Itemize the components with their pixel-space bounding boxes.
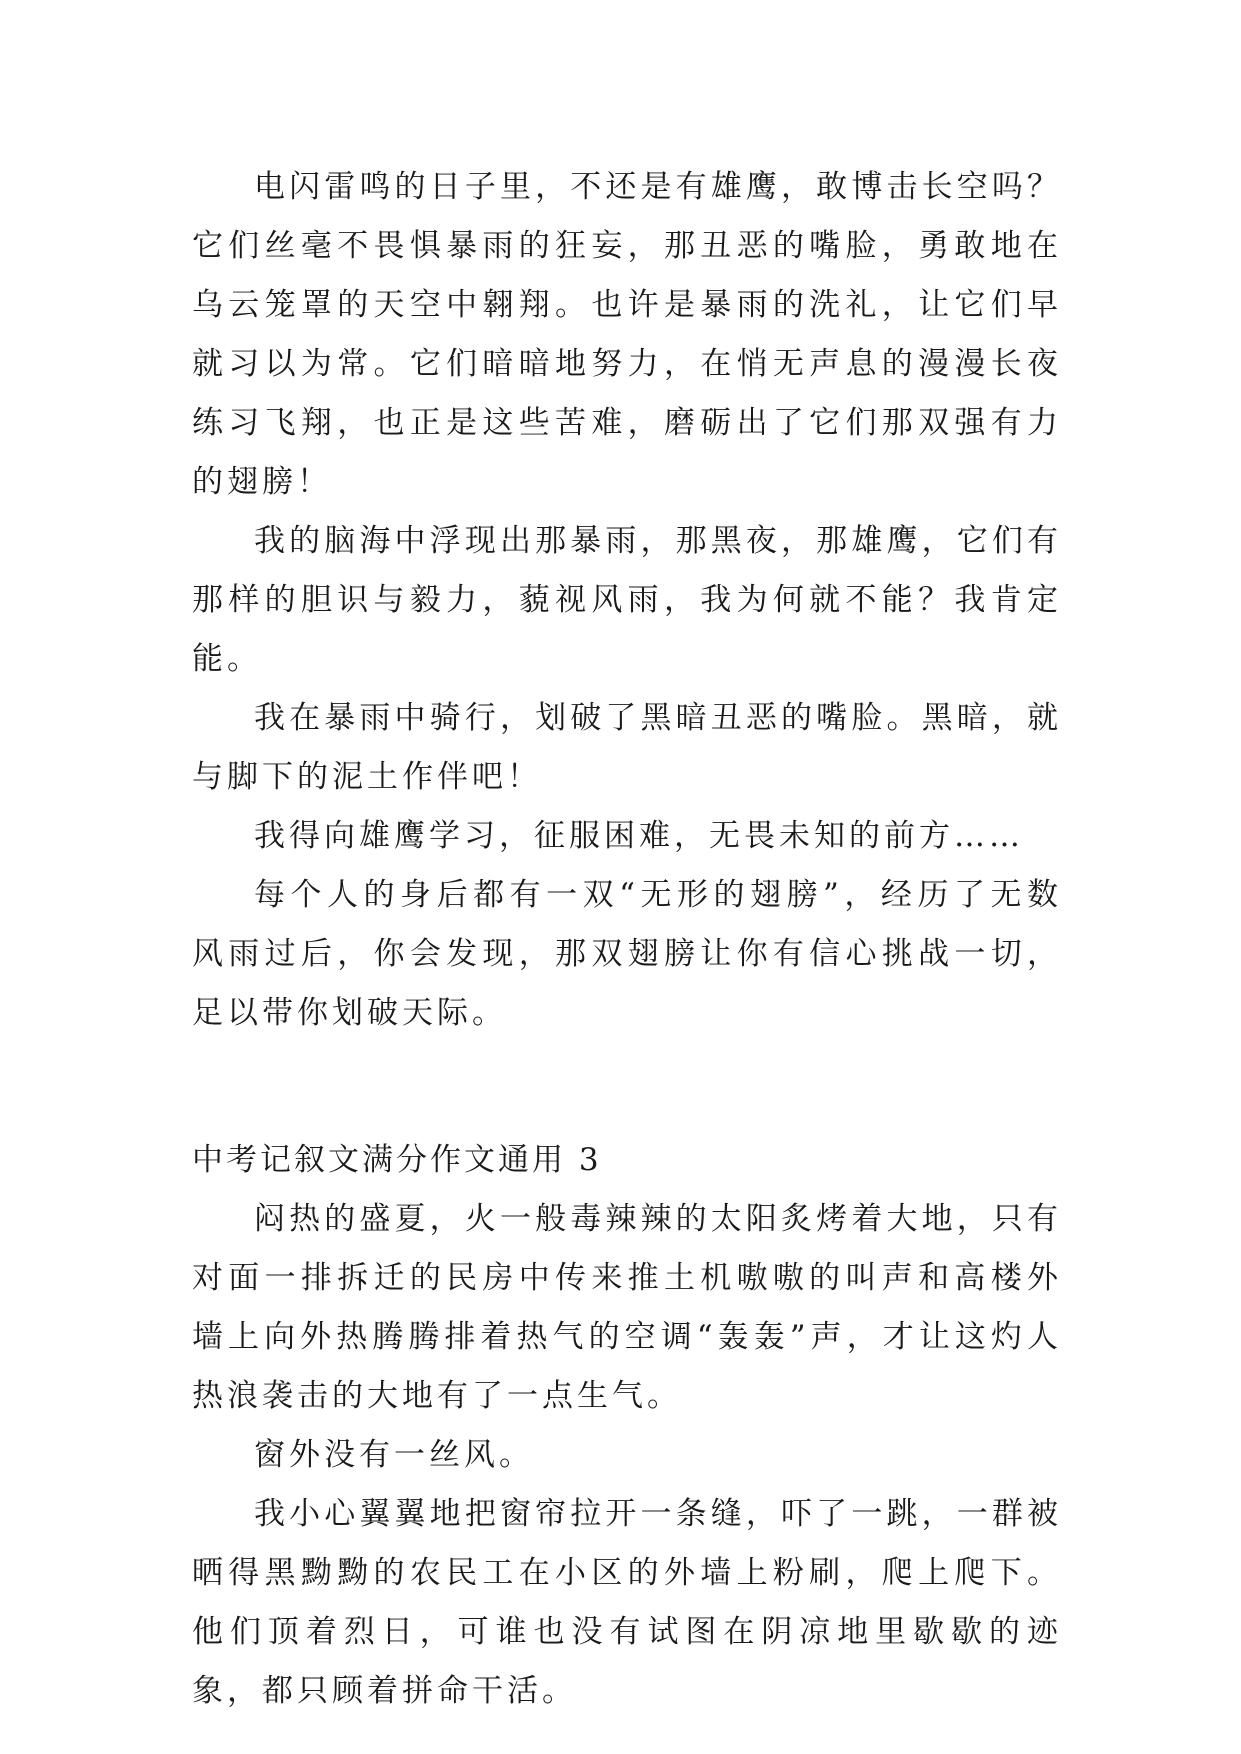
paragraph: 电闪雷鸣的日子里，不还是有雄鹰，敢博击长空吗？它们丝毫不畏惧暴雨的狂妄，那丑恶的嘴脸，勇敢地在乌云笼罩的天空中翱翔。也许是暴雨的洗礼，让它们早就习以为常。它们暗暗地努力，在悄无声息的漫漫长夜练习飞翔，也正是这些苦难，磨砺出了它们那双强有力的翅膀！ — [192, 169, 1062, 500]
paragraph: 我小心翼翼地把窗帘拉开一条缝，吓了一跳，一群被晒得黑黝黝的农民工在小区的外墙上粉刷，爬上爬下。他们顶着烈日，可谁也没有试图在阴凉地里歇歇的迹象，都只顾着拼命干活。 — [192, 1496, 1062, 1709]
section-heading: 中考记叙文满分作文通用 3 — [192, 1142, 602, 1178]
paragraph: 我在暴雨中骑行，划破了黑暗丑恶的嘴脸。黑暗，就与脚下的泥土作伴吧！ — [192, 700, 1062, 795]
paragraph: 我的脑海中浮现出那暴雨，那黑夜，那雄鹰，它们有那样的胆识与毅力，藐视风雨，我为何就不能？我肯定能。 — [192, 523, 1062, 677]
paragraph: 每个人的身后都有一双“无形的翅膀”，经历了无数风雨过后，你会发现，那双翅膀让你有信心挑战一切，足以带你划破天际。 — [192, 877, 1062, 1031]
paragraph: 窗外没有一丝风。 — [254, 1437, 534, 1473]
paragraph: 我得向雄鹰学习，征服困难，无畏未知的前方…… — [254, 818, 1024, 854]
document-body — [192, 158, 1062, 1721]
paragraph: 闷热的盛夏，火一般毒辣辣的太阳炙烤着大地，只有对面一排拆迁的民房中传来推土机嗷嗷的叫声和高楼外墙上向外热腾腾排着热气的空调“轰轰”声，才让这灼人热浪袭击的大地有了一点生气。 — [192, 1201, 1062, 1414]
